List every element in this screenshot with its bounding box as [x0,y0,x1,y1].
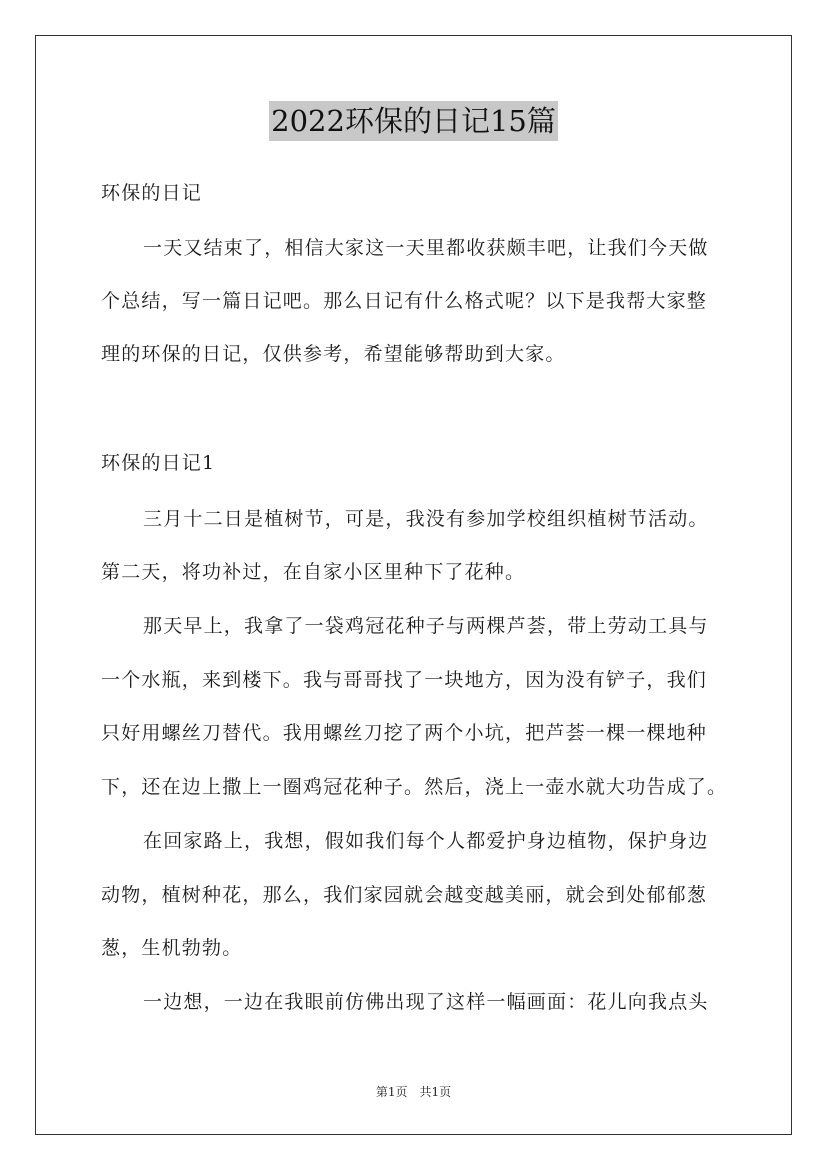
entry1-line-8: 动物，植树种花，那么，我们家园就会越变越美丽，就会到处郁郁葱 [101,884,708,906]
entry1-line-2: 第二天，将功补过，在自家小区里种下了花种。 [101,561,526,583]
entry1-line-7: 在回家路上，我想，假如我们每个人都爱护身边植物，保护身边 [143,830,709,852]
title-container [0,101,827,141]
entry1-line-3: 那天早上，我拿了一袋鸡冠花种子与两棵芦荟，带上劳动工具与 [143,615,709,637]
entry1-line-10: 一边想，一边在我眼前仿佛出现了这样一幅画面：花儿向我点头 [143,991,709,1013]
entry1-line-9: 葱，生机勃勃。 [101,937,243,959]
entry1-line-4: 一个水瓶，来到楼下。我与哥哥找了一块地方，因为没有铲子，我们 [101,669,708,691]
intro-line-2: 个总结，写一篇日记吧。那么日记有什么格式呢？以下是我帮大家整 [101,290,708,312]
intro-line-3: 理的环保的日记，仅供参考，希望能够帮助到大家。 [101,343,566,365]
document-title: 2022环保的日记15篇 [269,101,558,141]
entry1-line-5: 只好用螺丝刀替代。我用螺丝刀挖了两个小坑，把芦荟一棵一棵地种 [101,722,708,744]
page-number-footer: 第1页 共1页 [375,1085,452,1099]
intro-heading: 环保的日记 [101,182,203,204]
intro-line-1: 一天又结束了，相信大家这一天里都收获颇丰吧，让我们今天做 [143,237,709,259]
entry1-line-1: 三月十二日是植树节，可是，我没有参加学校组织植树节活动。 [143,508,709,530]
entry1-line-6: 下，还在边上撒上一圈鸡冠花种子。然后，浇上一壶水就大功告成了。 [101,776,728,798]
entry1-heading: 环保的日记1 [101,452,216,474]
